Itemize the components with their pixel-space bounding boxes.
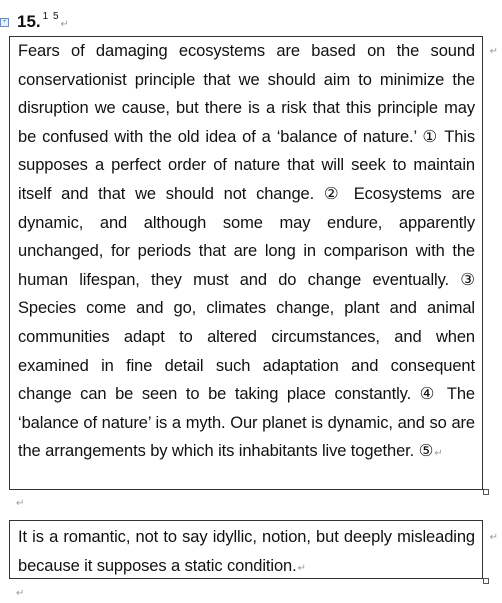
question-header <box>17 6 69 36</box>
paragraph-mark-icon: ↵ <box>16 498 25 509</box>
given-sentence-text[interactable] <box>18 523 475 583</box>
table-resize-handle[interactable] <box>483 578 489 584</box>
question-superscript: 1 5 <box>42 11 60 22</box>
passage-text[interactable] <box>18 37 475 469</box>
cell-end-mark-icon: ↵ <box>489 46 498 57</box>
question-number: 15. <box>17 12 41 31</box>
paragraph-mark-icon: ↵ <box>434 448 443 460</box>
table-resize-handle[interactable] <box>483 489 489 495</box>
passage-box <box>9 36 483 490</box>
paragraph-mark-icon: ↵ <box>16 588 25 599</box>
table-anchor-icon: + <box>0 18 9 27</box>
paragraph-mark-icon: ↵ <box>60 19 69 30</box>
passage-text-content: Fears of damaging ecosystems are based on the sound conservationist principle that we should aim to minimize the disruption we cause, but there is a risk that this principle may be confused with the old idea of a ‘balance of nature.’ ① This supposes a perfect order of nature that will seek to maintain itself and that we should not change. ② Ecosystems are dynamic, and although some may endure, apparently unchanged, for periods that are long in comparison with the human lifespan, they must and do change eventually. ③ Species come and go, climates change, plant and animal communities adapt to altered circumstances, and when examined in fine detail such adaptation and consequent change can be seen to be taking place constantly. ④ The ‘balance of nature’ is a myth. Our planet is dynamic, and so are the arrangements by which its inhabitants live together. ⑤ <box>18 42 475 461</box>
cell-end-mark-icon: ↵ <box>489 532 498 543</box>
given-sentence-box <box>9 520 483 579</box>
paragraph-mark-icon: ↵ <box>297 562 306 574</box>
given-sentence-content: It is a romantic, not to say idyllic, notion, but deeply misleading because it supposes a static condition. <box>18 528 475 575</box>
